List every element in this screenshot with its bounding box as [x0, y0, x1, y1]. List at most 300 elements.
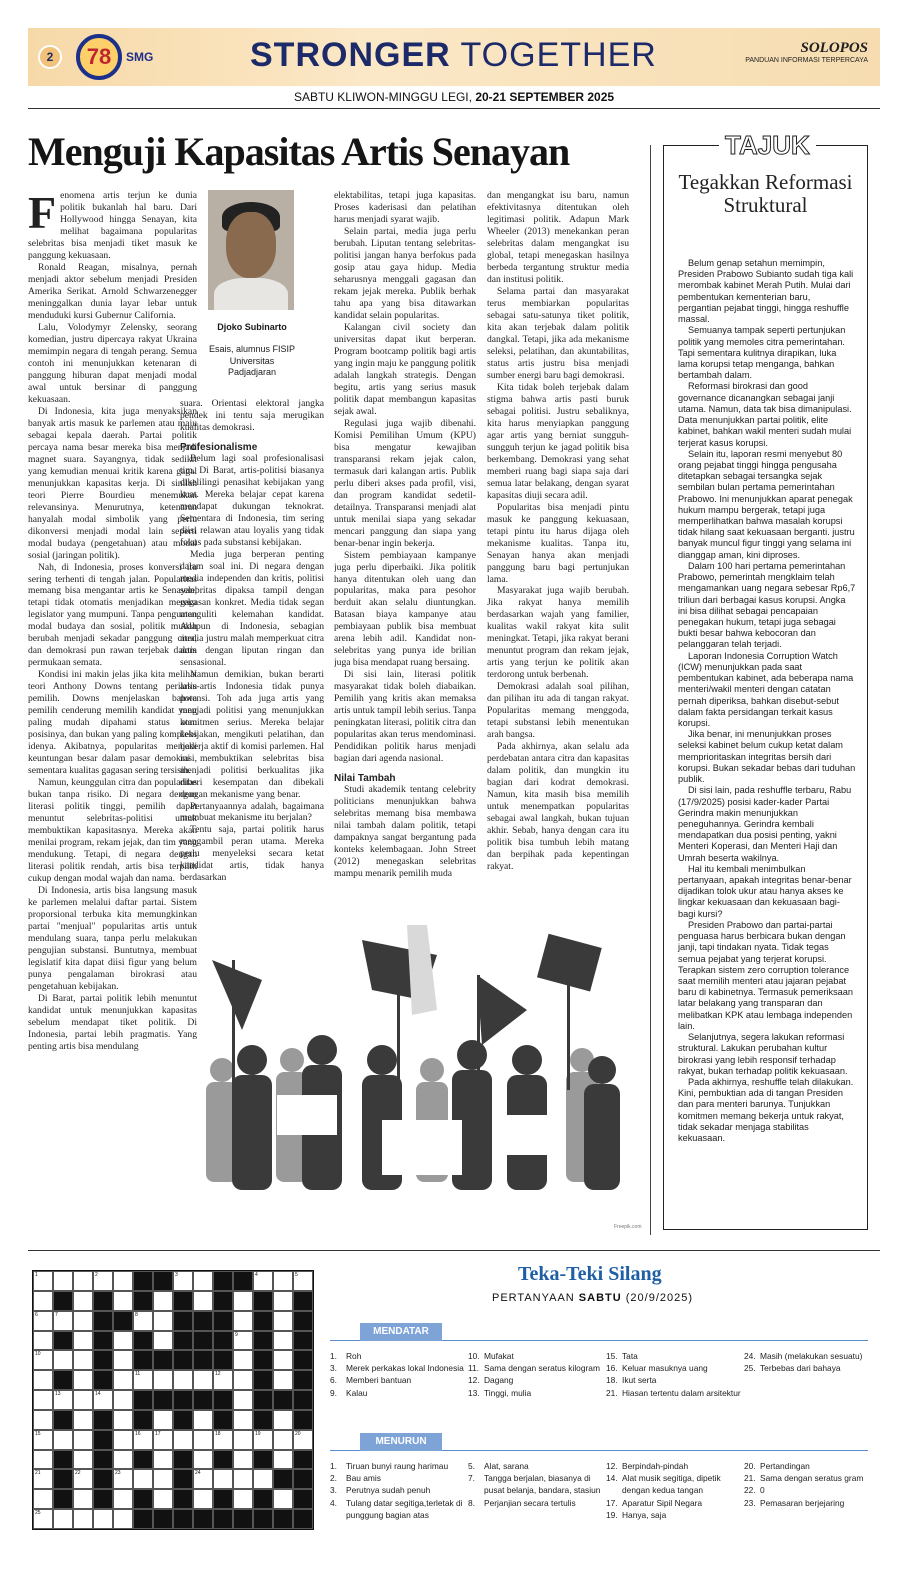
grid-cell — [53, 1450, 73, 1470]
grid-cell — [213, 1291, 233, 1311]
editorial-paragraph: Pada akhirnya, reshuffle telah dilakukan. Kini, pembuktian ada di tangan Presiden dan para menteri barunya. Tunjukkan komitmen memang bekerja untuk rakyat, tidak sekadar menjaga stabilitas kekuasaan. — [678, 1076, 854, 1144]
grid-cell — [173, 1350, 193, 1370]
clue-number: 7. — [468, 1473, 475, 1484]
subheading: Nilai Tambah — [334, 773, 396, 785]
grid-cell — [153, 1390, 173, 1410]
grid-cell[interactable] — [193, 1469, 213, 1489]
grid-cell — [53, 1489, 73, 1509]
grid-cell[interactable] — [113, 1410, 133, 1430]
grid-cell — [253, 1291, 273, 1311]
clue-item — [468, 1350, 606, 1362]
article-column-4 — [487, 190, 629, 912]
grid-cell[interactable] — [233, 1469, 253, 1489]
grid-cell[interactable] — [33, 1311, 53, 1331]
grid-cell[interactable] — [193, 1430, 213, 1450]
cell-number: 14 — [95, 1391, 101, 1398]
grid-cell[interactable] — [153, 1450, 173, 1470]
grid-cell[interactable] — [193, 1291, 213, 1311]
clue-number: 21. — [744, 1473, 756, 1484]
grid-cell[interactable] — [73, 1350, 93, 1370]
mendatar-label: MENDATAR — [360, 1323, 442, 1341]
editorial-title: Tegakkan Reformasi Struktural — [678, 170, 853, 218]
clue-text: Tulang datar segitiga,terletak di punggung bagian atas — [346, 1497, 463, 1520]
grid-cell — [133, 1350, 153, 1370]
grid-cell — [293, 1509, 313, 1529]
grid-cell[interactable] — [193, 1410, 213, 1430]
grid-cell[interactable] — [33, 1390, 53, 1410]
cell-number: 17 — [155, 1430, 161, 1437]
cell-number: 12 — [215, 1371, 221, 1378]
grid-cell[interactable] — [173, 1271, 193, 1291]
clue-item — [744, 1350, 870, 1362]
clue-number: 2. — [330, 1473, 337, 1484]
clue-item — [606, 1497, 744, 1509]
grid-cell[interactable] — [193, 1450, 213, 1470]
crossword-grid — [32, 1270, 314, 1530]
paragraph: Kita tidak boleh terjebak dalam stigma bahwa artis pasti buruk sebagai politisi. Justru sebaliknya, kita harus menyiapkan panggung agar artis yang berniat sungguh-sungguh terjun ke jagad politik bisa berkembang. Demokrasi yang sehat memberi ruang bagi siapa saja dari semua latar belakang, dengan syarat kapasitas diuji secara adil. — [487, 381, 629, 501]
cell-number: 5 — [295, 1272, 298, 1278]
clue-item — [468, 1387, 606, 1399]
grid-cell[interactable] — [73, 1410, 93, 1430]
clue-text: Perjanjian secara tertulis — [484, 1497, 576, 1508]
grid-cell[interactable] — [273, 1489, 293, 1509]
grid-cell — [293, 1331, 313, 1351]
clue-text: Tiruan bunyi raung harimau — [346, 1461, 449, 1471]
clue-item — [468, 1362, 606, 1374]
grid-cell — [173, 1450, 193, 1470]
grid-cell[interactable] — [73, 1311, 93, 1331]
grid-cell — [193, 1311, 213, 1331]
grid-cell[interactable] — [233, 1390, 253, 1410]
grid-cell[interactable] — [113, 1291, 133, 1311]
grid-cell — [133, 1450, 153, 1470]
grid-cell — [213, 1410, 233, 1430]
grid-cell[interactable] — [273, 1370, 293, 1390]
editorial-paragraph: Semuanya tampak seperti pertunjukan politik yang memoles citra pemerintahan. Tapi sementara kulitnya dirapikan, luka lama korupsi tetap menganga, bahkan bertambah dalam. — [678, 325, 846, 381]
grid-cell — [293, 1450, 313, 1470]
clue-number: 3. — [330, 1363, 337, 1374]
grid-cell[interactable] — [73, 1390, 93, 1410]
clue-item — [606, 1374, 744, 1386]
grid-cell — [293, 1370, 313, 1390]
grid-cell[interactable] — [233, 1489, 253, 1509]
grid-cell — [293, 1489, 313, 1509]
divider — [28, 1250, 880, 1251]
grid-cell[interactable] — [133, 1430, 153, 1450]
grid-cell[interactable] — [253, 1430, 273, 1450]
divider — [28, 108, 880, 109]
paragraph: Selain partai, media juga perlu berubah. Liputan tentang selebritas-politisi jangan hanya berfokus pada gosip atau gaya hidup. Media seharusnya menggali gagasan dan rekam jejak mereka. Publik berhak tahu apa yang bisa ditawarkan kandidat selain popularitas. — [334, 225, 476, 321]
clue-number: 1. — [330, 1461, 337, 1471]
grid-cell — [233, 1509, 253, 1529]
grid-cell — [173, 1291, 193, 1311]
grid-cell[interactable] — [33, 1350, 53, 1370]
article-column-1 — [28, 190, 197, 1235]
grid-cell — [133, 1331, 153, 1351]
clue-text: Roh — [346, 1351, 362, 1361]
editorial-paragraph: Dalam 100 hari pertama pemerintahan Prabowo, pemerintah mengklaim telah mengamankan uang negara sebesar Rp6,7 triliun dari berbagai kasus korupsi. Angka ini bisa dilihat sebagai pencapaian penegakan hukum, tetapi juga sebagai bukti besar bahwa kebocoran dan pelanggaran telah terjadi. — [678, 560, 856, 650]
clue-item — [606, 1509, 744, 1521]
cell-number: 20 — [295, 1430, 301, 1437]
clue-item — [744, 1460, 870, 1472]
cell-number: 15 — [35, 1430, 41, 1437]
grid-cell[interactable] — [273, 1291, 293, 1311]
mendatar-clues — [330, 1350, 870, 1399]
grid-cell[interactable] — [33, 1450, 53, 1470]
editorial-paragraph: Reformasi birokrasi dan good governance dicanangkan sebagai janji utama. Namun, data tak bisa dimanipulasi. Data menunjukkan partai politik, elite kabinet, bahkan wakil menteri sudah mulai terjerat kasus korupsi. — [678, 381, 852, 448]
grid-cell[interactable] — [273, 1450, 293, 1470]
grid-cell[interactable] — [253, 1469, 273, 1489]
grid-cell — [253, 1311, 273, 1331]
header-banner — [28, 28, 880, 86]
paragraph: Selama partai dan masyarakat terus membiarkan popularitas sebagai satu-satunya tiket politik, kita akan terjebak dalam politik dangkal. Tetapi, jika ada mekanisme seleksi, pelatihan, dan akuntabilitas, status artis justru bisa menjadi sumber energi baru bagi demokrasi. — [487, 285, 629, 381]
grid-cell[interactable] — [73, 1370, 93, 1390]
clue-text: Berpindah-pindah — [622, 1461, 689, 1471]
clue-number: 16. — [606, 1363, 618, 1374]
editorial-paragraph: Di sisi lain, pada reshuffle terbaru, Rabu (17/9/2025) posisi kader-kader Partai Gerindra makin menunjukkan peneguhannya. Gerindra kembali mendapatkan dua posisi penting, yakni Menteri Koperasi, dan Menteri Haji dan Umrah beserta wakilnya. — [678, 785, 852, 863]
grid-cell — [213, 1509, 233, 1529]
grid-cell — [153, 1350, 173, 1370]
clue-column — [744, 1350, 870, 1399]
grid-cell — [153, 1509, 173, 1529]
brand-name: SOLOPOS — [800, 40, 868, 56]
clue-text: Tangga berjalan, biasanya di pusat belanja, bandara, stasiun — [484, 1473, 601, 1496]
grid-cell[interactable] — [273, 1271, 293, 1291]
clue-item — [606, 1460, 744, 1472]
clue-number: 19. — [606, 1509, 618, 1520]
grid-cell — [173, 1410, 193, 1430]
slogan: STRONGER TOGETHER — [250, 36, 657, 74]
grid-cell — [93, 1350, 113, 1370]
clue-item — [330, 1387, 468, 1399]
paragraph: Demokrasi adalah soal pilihan, dan pilihan itu ada di tangan rakyat. Popularitas memang menggoda, tetapi substansi lebih menentukan arah bangsa. — [487, 681, 629, 741]
grid-cell[interactable] — [73, 1509, 93, 1529]
clue-number: 17. — [606, 1497, 618, 1508]
grid-cell[interactable] — [153, 1430, 173, 1450]
clue-text: Sama dengan seratus kilogram — [484, 1363, 600, 1374]
grid-cell — [113, 1311, 133, 1331]
clue-item — [330, 1374, 468, 1386]
grid-cell — [253, 1450, 273, 1470]
grid-cell[interactable] — [153, 1291, 173, 1311]
grid-cell[interactable] — [233, 1370, 253, 1390]
clue-text: Tinggi, mulia — [484, 1387, 532, 1398]
grid-cell — [53, 1331, 73, 1351]
grid-cell[interactable] — [153, 1489, 173, 1509]
clue-text: Sama dengan seratus gram — [760, 1473, 864, 1484]
grid-cell[interactable] — [93, 1509, 113, 1529]
grid-cell — [93, 1430, 113, 1450]
grid-cell — [253, 1331, 273, 1351]
paragraph: Di sisi lain, literasi politik masyarakat tidak boleh diabaikan. Pemilih yang kritis akan memaksa artis untuk tampil lebih serius. Tanpa peningkatan literasi, politik citra dan popularitas akan terus mendominasi. Pendidikan politik harus menjadi bagian dari agenda nasional. — [334, 669, 476, 765]
page-number: 2 — [38, 45, 62, 69]
grid-cell[interactable] — [233, 1350, 253, 1370]
grid-cell[interactable] — [33, 1370, 53, 1390]
paragraph: Belum lagi soal profesionalisasi tim. Di Barat, artis-politisi biasanya dikelilingi penasihat kebijakan yang kuat. Mereka belajar cepat karena mendapat dukungan teknokrat. Sementara di Indonesia, tim sering diisi relawan atau loyalis yang tidak fokus pada substansi kebijakan. — [180, 452, 324, 548]
cell-number: 22 — [75, 1470, 81, 1477]
grid-cell — [193, 1350, 213, 1370]
cell-number: 18 — [215, 1430, 221, 1437]
grid-cell[interactable] — [93, 1390, 113, 1410]
grid-cell[interactable] — [113, 1390, 133, 1410]
paragraph: Popularitas bisa menjadi pintu masuk ke panggung kekuasaan, tetapi pintu itu harus dijaga oleh mekanisme kualitas. Tanpa itu, Senayan hanya akan menjadi panggung baru bagi pertunjukan lama. — [487, 501, 629, 585]
grid-cell[interactable] — [113, 1331, 133, 1351]
cell-number: 24 — [195, 1470, 201, 1477]
smg-logo: SMG — [126, 50, 154, 64]
clue-column — [330, 1350, 468, 1399]
clue-number: 22. — [744, 1485, 756, 1496]
grid-cell[interactable] — [113, 1509, 133, 1529]
grid-cell[interactable] — [213, 1370, 233, 1390]
grid-cell[interactable] — [73, 1430, 93, 1450]
grid-cell[interactable] — [133, 1370, 153, 1390]
paragraph: Ronald Reagan, misalnya, pernah menjadi aktor sebelum menjadi Presiden Amerika Serikat. Arnold Schwarzenegger meninggalkan dunia layar lebar untuk menduduki kursi Gubernur California. — [28, 261, 197, 321]
editorial-box — [663, 130, 868, 1230]
grid-cell[interactable] — [153, 1410, 173, 1430]
clue-text: Alat musik segitiga, dipetik dengan kedua tangan — [622, 1473, 721, 1496]
grid-cell[interactable] — [53, 1430, 73, 1450]
grid-cell — [173, 1489, 193, 1509]
clue-column — [606, 1460, 744, 1521]
grid-cell[interactable] — [33, 1430, 53, 1450]
grid-cell[interactable] — [153, 1370, 173, 1390]
grid-cell — [213, 1271, 233, 1291]
grid-cell[interactable] — [53, 1509, 73, 1529]
clue-item — [744, 1362, 870, 1374]
grid-cell[interactable] — [273, 1410, 293, 1430]
clue-item — [744, 1497, 870, 1509]
cell-number: 7 — [55, 1311, 58, 1318]
grid-cell[interactable] — [213, 1469, 233, 1489]
cell-number: 1 — [35, 1272, 38, 1278]
grid-cell[interactable] — [33, 1469, 53, 1489]
paragraph: Media juga berperan penting dalam soal ini. Di negara dengan media independen dan kritis, politisi selebritas dipaksa tampil dengan gagasan konkret. Media tidak segan menguliti kelemahan kandidat. Adapun di Indonesia, sebagian media justru malah memperkuat citra artis dengan liputan ringan dan sensasional. — [180, 548, 324, 668]
grid-cell — [93, 1291, 113, 1311]
clue-column — [468, 1460, 606, 1521]
grid-cell[interactable] — [273, 1430, 293, 1450]
clue-text: Dagang — [484, 1375, 514, 1386]
grid-cell — [293, 1390, 313, 1410]
grid-cell[interactable] — [33, 1271, 53, 1291]
cell-number: 10 — [35, 1351, 41, 1358]
grid-cell — [253, 1509, 273, 1529]
clue-item — [606, 1387, 744, 1399]
editorial-paragraph: Presiden Prabowo dan partai-partai penguasa harus berbicara bukan dengan janji, tapi tindakan nyata. Tidak tegas semua pejabat yang terjerat korupsi. Terapkan sistem zero corruption tolerance saat memilih menteri atau jajaran pejabat baru di kabinetnya. Termasuk pemeriksaan latar belakang yang transparan dan melibatkan KPK atau lembaga independen lain. — [678, 919, 853, 1031]
crossword-title: Teka-Teki Silang — [518, 1263, 662, 1285]
grid-cell[interactable] — [233, 1430, 253, 1450]
clue-item — [330, 1497, 468, 1521]
grid-cell[interactable] — [73, 1331, 93, 1351]
clue-number: 4. — [330, 1497, 337, 1508]
cell-number: 19 — [255, 1430, 261, 1437]
grid-cell[interactable] — [113, 1469, 133, 1489]
grid-cell[interactable] — [53, 1271, 73, 1291]
paragraph: Di Indonesia, artis bisa langsung masuk ke parlemen melalui daftar partai. Sistem proporsional terbuka kita memungkinkan partai "menjual" popularitas artis untuk mendulang suara, tanpa perlu melakukan pengujian substansi. Buntutnya, membuat legislatif kita dapat diisi figur yang belum punya pengalaman birokrasi atau pengetahuan kebijakan. — [28, 885, 197, 992]
grid-cell[interactable] — [193, 1271, 213, 1291]
grid-cell[interactable] — [33, 1291, 53, 1311]
grid-cell — [213, 1390, 233, 1410]
clue-item — [606, 1350, 744, 1362]
clue-text: Kalau — [346, 1387, 368, 1398]
clue-number: 11. — [468, 1363, 480, 1374]
editorial-paragraph: Laporan Indonesia Corruption Watch (ICW) menunjukkan pada saat pembentukan kabinet, ada beberapa nama menteri/wakil menteri dengan catatan pernah diperiksa, bahkan disebut-sebut dalam fakta persidangan terkait kasus korupsi. — [678, 650, 854, 728]
clue-number: 6. — [330, 1375, 337, 1386]
grid-cell — [93, 1489, 113, 1509]
clue-item — [468, 1374, 606, 1386]
clue-text: Alat, sarana — [484, 1461, 529, 1471]
clue-number: 14. — [606, 1473, 618, 1484]
grid-cell — [293, 1469, 313, 1489]
clue-number: 18. — [606, 1375, 618, 1386]
grid-cell[interactable] — [73, 1469, 93, 1489]
grid-cell — [253, 1370, 273, 1390]
grid-cell — [253, 1410, 273, 1430]
grid-cell[interactable] — [113, 1489, 133, 1509]
paragraph: dan mengangkat isu baru, namun efektivitasnya ditentukan oleh legitimasi politik. Adapun Mark Wheeler (2013) menekankan peran selebritas dalam mengangkat isu global, tetapi menegaskan hasilnya berbeda tergantung struktur media dan institusi politik. — [487, 190, 629, 285]
grid-cell — [273, 1469, 293, 1489]
grid-cell[interactable] — [153, 1331, 173, 1351]
clue-item — [468, 1472, 606, 1496]
grid-cell[interactable] — [113, 1450, 133, 1470]
grid-cell[interactable] — [93, 1271, 113, 1291]
paragraph: Sistem pembiayaan kampanye juga perlu diperbaiki. Jika politik hanya ditentukan oleh uang dan popularitas, maka para pesohor berduit akan selalu diuntungkan. Batasan biaya kampanye atau pembiayaan publik bisa membuat arena lebih adil. Kandidat non-selebritas yang punya ide brilian juga bisa mendapat ruang bersaing. — [334, 549, 476, 669]
clue-text: 0 — [760, 1485, 765, 1496]
clue-text: Merek perkakas lokal Indonesia — [346, 1363, 464, 1374]
grid-cell[interactable] — [233, 1410, 253, 1430]
clue-item — [468, 1460, 606, 1472]
grid-cell — [93, 1311, 113, 1331]
grid-cell[interactable] — [53, 1311, 73, 1331]
illustration-credit: Freepik.com — [614, 1224, 642, 1230]
paragraph: Namun demikian, bukan berarti artis-artis Indonesia tidak punya potensi. Toh ada juga artis yang menjadi politisi yang menunjukkan komitmen serius. Mereka belajar kebijakan, mengikuti pelatihan, dan bekerja aktif di komisi parlemen. Hal ini membuktikan selebritas bisa menjadi politisi berkualitas jika diberi kesempatan dan dibekali dengan mekanisme yang benar. — [180, 668, 324, 800]
grid-cell[interactable] — [33, 1509, 53, 1529]
dateline: SABTU KLIWON-MINGGU LEGI, 20-21 SEPTEMBER 2025 — [293, 90, 615, 104]
grid-cell[interactable] — [113, 1370, 133, 1390]
crossword-subtitle: PERTANYAAN SABTU (20/9/2025) — [492, 1292, 694, 1304]
grid-cell — [133, 1390, 153, 1410]
grid-cell[interactable] — [233, 1450, 253, 1470]
editorial-label: TAJUK — [719, 130, 816, 161]
clue-text: Mufakat — [484, 1351, 514, 1361]
grid-cell — [273, 1509, 293, 1529]
grid-cell — [173, 1469, 193, 1489]
clue-text: Perutnya sudah penuh — [346, 1485, 431, 1496]
grid-cell[interactable] — [273, 1331, 293, 1351]
grid-cell[interactable] — [233, 1291, 253, 1311]
grid-cell[interactable] — [273, 1311, 293, 1331]
grid-cell[interactable] — [193, 1370, 213, 1390]
grid-cell — [173, 1390, 193, 1410]
grid-cell[interactable] — [233, 1331, 253, 1351]
author-bio: Esais, alumnus FISIP Universitas Padjadjaran — [208, 344, 296, 378]
editorial-body — [678, 258, 856, 1144]
clue-number: 20. — [744, 1461, 756, 1471]
clue-number: 24. — [744, 1351, 756, 1361]
paragraph: Regulasi juga wajib dibenahi. Komisi Pemilihan Umum (KPU) bisa mengatur kewajiban transparansi rekam jejak calon, termasuk dari kalangan artis. Publik perlu diberi akses pada profil, visi, dan program kandidat sedetil-detailnya. Transparansi menjadi alat untuk menilai siapa yang sekadar mencari panggung dan siapa yang benar-benar ingin bekerja. — [334, 417, 476, 549]
grid-cell[interactable] — [173, 1370, 193, 1390]
grid-cell — [253, 1350, 273, 1370]
grid-cell[interactable] — [153, 1469, 173, 1489]
clue-number: 10. — [468, 1351, 480, 1361]
editorial-paragraph: Selanjutnya, segera lakukan reformasi struktural. Lakukan perubahan kultur birokrasi yang lebih responsif terhadap rakyat, bukan terhadap politik kekuasaan. — [678, 1032, 848, 1076]
clue-item — [330, 1362, 468, 1374]
article-column-3 — [334, 190, 476, 912]
grid-cell[interactable] — [133, 1469, 153, 1489]
grid-cell[interactable] — [53, 1350, 73, 1370]
paragraph: Studi akademik tentang celebrity politicians menunjukkan bahwa selebritas memang bisa membawa nilai tambah dalam politik, tetapi dampaknya sangat bergantung pada konteks kelembagaan. John Street (2012) menegaskan selebritas mampu menarik pemilih muda — [334, 784, 476, 880]
grid-cell — [233, 1271, 253, 1291]
grid-cell[interactable] — [293, 1430, 313, 1450]
menurun-clues — [330, 1460, 870, 1521]
grid-cell[interactable] — [113, 1430, 133, 1450]
clue-number: 21. — [606, 1387, 618, 1398]
grid-cell — [53, 1370, 73, 1390]
grid-cell[interactable] — [73, 1450, 93, 1470]
cell-number: 21 — [35, 1470, 41, 1477]
subheading: Profesionalisme — [180, 441, 258, 453]
article-headline: Menguji Kapasitas Artis Senayan — [28, 129, 570, 174]
clue-number: 3. — [330, 1485, 337, 1496]
grid-cell[interactable] — [273, 1350, 293, 1370]
clue-column — [744, 1460, 870, 1521]
grid-cell[interactable] — [33, 1331, 53, 1351]
grid-cell — [293, 1350, 313, 1370]
grid-cell[interactable] — [193, 1489, 213, 1509]
grid-cell[interactable] — [53, 1390, 73, 1410]
paragraph: enomena artis terjun ke dunia politik bukanlah hal baru. Dari Hollywood hingga Senayan, kita melihat bagaimana popularitas selebritas bisa menjadi tiket masuk ke panggung kekuasaan. — [28, 190, 197, 261]
clue-number: 23. — [744, 1497, 756, 1508]
grid-cell — [193, 1509, 213, 1529]
clue-number: 12. — [606, 1461, 618, 1471]
paragraph: Kondisi ini makin jelas jika kita melihat teori Anthony Downs tentang perilaku pemilih. Downs menjelaskan bahwa pemilih cenderung memilih kandidat yang paling mudah dipahami status atau posisinya, dan bukan yang paling kompleks idenya. Akibatnya, popularitas menjadi keuntungan besar dalam pasar demokrasi, sementara kualitas gagasan sering tersisih. — [28, 669, 197, 777]
grid-cell — [53, 1410, 73, 1430]
grid-cell[interactable] — [173, 1430, 193, 1450]
grid-cell[interactable] — [33, 1489, 53, 1509]
grid-cell[interactable] — [73, 1489, 93, 1509]
grid-cell — [53, 1469, 73, 1489]
grid-cell[interactable] — [293, 1271, 313, 1291]
clue-item — [744, 1472, 870, 1484]
grid-cell[interactable] — [153, 1311, 173, 1331]
paragraph: Pertanyaannya adalah, bagaimana membuat mekanisme itu berjalan? — [180, 800, 324, 824]
grid-cell[interactable] — [73, 1291, 93, 1311]
grid-cell[interactable] — [33, 1410, 53, 1430]
grid-cell — [133, 1291, 153, 1311]
grid-cell[interactable] — [213, 1430, 233, 1450]
anniversary-logo: 78 — [76, 34, 122, 80]
grid-cell[interactable] — [233, 1311, 253, 1331]
article-column-2 — [180, 398, 324, 910]
clue-text: Pemasaran berjejaring — [760, 1497, 845, 1508]
grid-cell — [253, 1489, 273, 1509]
grid-cell — [293, 1410, 313, 1430]
brand — [745, 40, 868, 64]
grid-cell — [173, 1509, 193, 1529]
grid-cell[interactable] — [113, 1350, 133, 1370]
cell-number: 13 — [55, 1391, 61, 1398]
editorial-paragraph: Selain itu, laporan resmi menyebut 80 orang pejabat tinggi hingga pengusaha ditetapkan sebagai tersangka sejak sembilan bulan pertama pemerintahan Prabowo. Ini menunjukkan aparat penegak hukum mampu bergerak, tetapi juga memperlihatkan bahwa masalah korupsi tidak hilang saat kekuasaan berganti. justru banyak muncul figur tinggi yang selama ini dianggap aman, kini diproses. — [678, 448, 855, 560]
editorial-paragraph: Jika benar, ini menunjukkan proses seleksi kabinet belum cukup ketat dalam memprioritaskan integritas bersih dari korupsi. Bukan sekadar bebas dari tuduhan publik. — [678, 729, 856, 785]
cell-number: 9 — [235, 1331, 238, 1338]
clue-number: 1. — [330, 1351, 337, 1361]
grid-cell[interactable] — [73, 1271, 93, 1291]
grid-cell — [253, 1390, 273, 1410]
grid-cell[interactable] — [113, 1271, 133, 1291]
grid-cell[interactable] — [133, 1311, 153, 1331]
grid-cell[interactable] — [253, 1271, 273, 1291]
clue-column — [330, 1460, 468, 1521]
cell-number: 11 — [135, 1371, 141, 1378]
